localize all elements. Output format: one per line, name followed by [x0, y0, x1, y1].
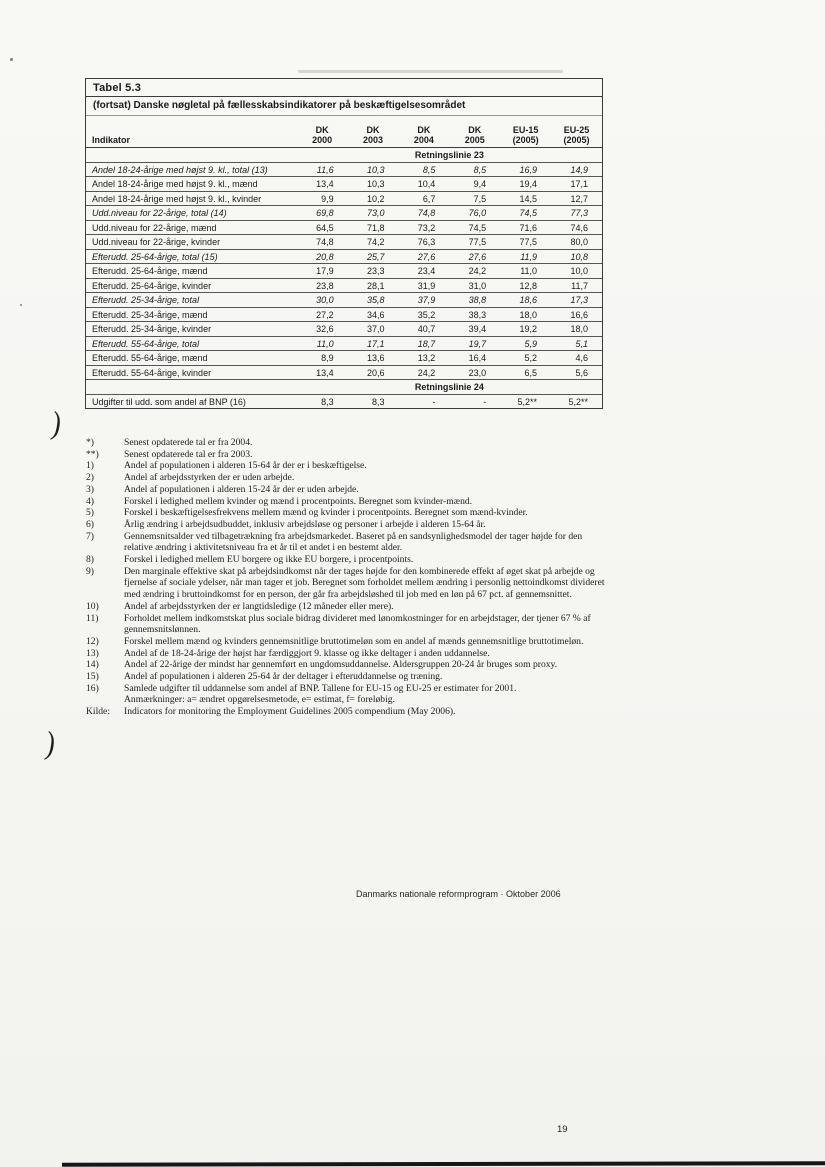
cell-value: 5,6 [551, 365, 602, 380]
column-header: EU-15 (2005) [500, 123, 551, 148]
footnote-marker: 2) [86, 472, 94, 484]
cell-value: 14,5 [500, 191, 551, 206]
footnote-text: Senest opdaterede tal er fra 2003. [124, 448, 253, 460]
column-header: DK 2004 [398, 123, 449, 148]
footnote-marker: 5) [86, 507, 94, 519]
cell-value: 6,7 [398, 191, 449, 206]
row-label: Andel 18-24-årige med højst 9. kl., kvinder [86, 191, 297, 206]
footnote [86, 671, 605, 683]
cell-value: 13,2 [398, 351, 449, 366]
footnote-text: Forskel i beskæftigelsesfrekvens mellem mænd og kvinder i procentpoints. Beregnet som mænd-kvinder. [124, 507, 528, 519]
table-row [86, 293, 602, 308]
cell-value: 17,1 [551, 177, 602, 192]
cell-value: 31,9 [398, 278, 449, 293]
footnote [86, 449, 605, 461]
footnote-text: Senest opdaterede tal er fra 2004. [124, 437, 253, 448]
footnote-text: Andel af 22-årige der mindst har gennemført en ungdomsuddannelse. Aldersgruppen 20-24 år bruges som proxy. [124, 659, 558, 671]
footnote-marker: 13) [86, 647, 99, 659]
footnote-marker: 14) [86, 659, 99, 671]
cell-value: 23,4 [398, 264, 449, 279]
column-header: DK 2005 [449, 123, 500, 148]
footnote-marker: 11) [86, 612, 99, 624]
footnote-marker: 1) [86, 460, 94, 472]
footnote [86, 531, 605, 554]
footnote-marker: 12) [86, 635, 99, 647]
table-header [86, 123, 602, 148]
cell-value: - [432, 396, 436, 407]
cell-value: 16,9 [500, 162, 551, 177]
row-label: Udd.niveau for 22-årige, total (14) [86, 206, 297, 221]
table-row [86, 394, 602, 408]
cell-value: 5,2 [500, 351, 551, 366]
row-label: Efterudd. 25-34-årige, mænd [86, 307, 297, 322]
cell-value: 5,2** [517, 396, 538, 407]
cell-value: 17,1 [348, 336, 399, 351]
cell-value: 27,6 [449, 249, 500, 264]
footnote-marker: 3) [86, 483, 94, 495]
cell-value: 74,5 [449, 220, 500, 235]
table-subtitle: (fortsat) Danske nøgletal på fællesskabsindikatorer på beskæftigelsesområdet [86, 97, 602, 116]
cell-value: 74,6 [551, 220, 602, 235]
cell-value: 8,3 [371, 396, 385, 407]
footnote-marker: 9) [86, 565, 94, 577]
table-row [86, 191, 602, 206]
cell-value: 80,0 [551, 235, 602, 250]
cell-value: 13,4 [297, 365, 348, 380]
footnote-marker: 8) [86, 554, 94, 566]
cell-value: 34,6 [348, 307, 399, 322]
cell-value: 27,2 [297, 307, 348, 322]
cell-value: 24,2 [398, 365, 449, 380]
cell-value: 71,8 [348, 220, 399, 235]
row-label: Efterudd. 25-34-årige, total [86, 293, 297, 308]
cell-value: 69,8 [297, 206, 348, 221]
section-header-spacer [86, 380, 297, 395]
cell-value: 35,2 [398, 307, 449, 322]
footnote-marker [86, 694, 124, 706]
footnote-marker: 16) [86, 682, 99, 694]
cell-value: 11,0 [297, 336, 348, 351]
cell-value: 32,6 [297, 322, 348, 337]
cell-value: 18,0 [500, 307, 551, 322]
footnote-text: Indicators for monitoring the Employment Guidelines 2005 compendium (May 2006). [124, 706, 456, 718]
table-title: Tabel 5.3 [86, 79, 602, 97]
column-header-indikator: Indikator [86, 123, 297, 148]
table-row [86, 264, 602, 279]
row-label: Efterudd. 55-64-årige, kvinder [86, 365, 297, 380]
section-label: Retningslinie 24 [297, 380, 602, 395]
cell-value: 9,9 [297, 191, 348, 206]
cell-value: 18,6 [500, 293, 551, 308]
footnote-text: Anmærkninger: a= ændret opgørelsesmetode, e= estimat, f= foreløbig. [124, 694, 395, 706]
footnote-marker: 6) [86, 518, 94, 530]
footnote-text: Andel af arbejdsstyrken der er uden arbejde. [124, 472, 295, 484]
cell-value: 12,8 [500, 278, 551, 293]
cell-value: 18,0 [551, 322, 602, 337]
cell-value: 25,7 [348, 249, 399, 264]
footnote-text: Andel af populationen i alderen 15-24 år der er uden arbejde. [124, 483, 359, 495]
document-footer-text: Danmarks nationale reformprogram · Oktober 2006 [356, 889, 561, 899]
footnote-text: Forskel i ledighed mellem kvinder og mænd i procentpoints. Beregnet som kvinder-mænd. [124, 495, 473, 507]
footnote [86, 659, 605, 671]
cell-value: 8,9 [297, 351, 348, 366]
table-row [86, 162, 602, 177]
cell-value: 73,0 [348, 206, 399, 221]
row-label: Andel 18-24-årige med højst 9. kl., total (13) [86, 162, 297, 177]
cell-value: 13,6 [348, 351, 399, 366]
footnote [86, 437, 605, 449]
cell-value: 8,5 [398, 162, 449, 177]
handwritten-paren-mark: ) [49, 404, 64, 442]
cell-value: 76,3 [398, 235, 449, 250]
row-label: Udgifter til udd. som andel af BNP (16) [92, 396, 246, 407]
footnote-text: Forskel i ledighed mellem EU borgere og ikke EU borgere, i procentpoints. [124, 554, 414, 566]
footnote-marker: 10) [86, 600, 99, 612]
cell-value: 12,7 [551, 191, 602, 206]
cell-value: 20,8 [297, 249, 348, 264]
table-row [86, 336, 602, 351]
scan-speck [20, 304, 22, 306]
row-label: Efterudd. 55-64-årige, mænd [86, 351, 297, 366]
table-row [86, 220, 602, 235]
cell-value: 13,4 [297, 177, 348, 192]
cell-value: 17,3 [551, 293, 602, 308]
footnote [86, 706, 605, 718]
cell-value: 31,0 [449, 278, 500, 293]
cell-value: - [483, 396, 487, 407]
footnote-marker: Kilde: [86, 706, 110, 718]
cell-value: 23,3 [348, 264, 399, 279]
table-header-row [86, 123, 602, 148]
section-header-row [86, 380, 602, 395]
footnote-text: Den marginale effektive skat på arbejdsindkomst når der tages højde for den kombinerede effekt af øget skat på arbejde og fjernelse af sociale ydelser, når man tager et job. Beregnet som forholdet mellem ændring i personlig nettoindkomst divideret med ændring i bruttoindkomst for en person, der går fra arbejdsløshed til job med en løn på 67 pct. af gennemsnittet. [124, 565, 605, 601]
footnote [86, 601, 605, 613]
cell-value: 23,8 [297, 278, 348, 293]
cell-value: 35,8 [348, 293, 399, 308]
cell-value: 20,6 [348, 365, 399, 380]
cell-value: 19,4 [500, 177, 551, 192]
footnote [86, 507, 605, 519]
cell-value: 4,6 [551, 351, 602, 366]
cell-value: 19,2 [500, 322, 551, 337]
column-header: DK 2000 [297, 123, 348, 148]
row-label: Efterudd. 25-64-årige, kvinder [86, 278, 297, 293]
footnotes-block [86, 437, 605, 718]
cell-value: 11,0 [500, 264, 551, 279]
row-label: Udd.niveau for 22-årige, kvinder [86, 235, 297, 250]
row-label: Andel 18-24-årige med højst 9. kl., mænd [86, 177, 297, 192]
section-label: Retningslinie 23 [297, 148, 602, 163]
table-row [86, 307, 602, 322]
cell-value: 19,7 [449, 336, 500, 351]
footnote-text: Andel af populationen i alderen 15-64 år der er i beskæftigelse. [124, 460, 367, 472]
footnote-marker: **) [86, 448, 99, 460]
cell-value: 28,1 [348, 278, 399, 293]
footnote [86, 554, 605, 566]
footnote [86, 613, 605, 636]
cell-value: 10,3 [348, 162, 399, 177]
footnote-text: Andel af arbejdsstyrken der er langtidsledige (12 måneder eller mere). [124, 600, 394, 612]
row-label: Efterudd. 25-34-årige, kvinder [86, 322, 297, 337]
page-number: 19 [557, 1124, 568, 1135]
row-label: Efterudd. 25-64-årige, mænd [86, 264, 297, 279]
footnote [86, 460, 605, 472]
table-row [86, 322, 602, 337]
footnote-marker: *) [86, 437, 94, 448]
cell-value: 77,3 [551, 206, 602, 221]
column-header: EU-25 (2005) [551, 123, 602, 148]
cell-value: 38,8 [449, 293, 500, 308]
footnote [86, 566, 605, 601]
cell-value: 10,2 [348, 191, 399, 206]
footnote [86, 496, 605, 508]
footnote-text: Andel af de 18-24-årige der højst har færdiggjort 9. klasse og ikke deltager i anden uddannelse. [124, 647, 490, 659]
section-header-row [86, 148, 602, 163]
footnote-text: Forholdet mellem indkomstskat plus sociale bidrag divideret med lønomkostninger for en arbejdstager, der tjener 67 % af gennemsnitslønnen. [124, 612, 591, 636]
cell-value: 7,5 [449, 191, 500, 206]
handwritten-paren-mark: ) [43, 724, 58, 762]
cell-value: 23,0 [449, 365, 500, 380]
cell-value: 64,5 [297, 220, 348, 235]
footnote-text: Andel af populationen i alderen 25-64 år der deltager i efteruddannelse og træning. [124, 671, 443, 683]
table-row [86, 235, 602, 250]
cell-value: 10,3 [348, 177, 399, 192]
cell-value: 39,4 [449, 322, 500, 337]
cell-value: 30,0 [297, 293, 348, 308]
footnote-marker: 15) [86, 671, 99, 683]
cell-value: 6,5 [500, 365, 551, 380]
table-5-3-box [85, 78, 603, 409]
indicators-table [86, 123, 602, 408]
cell-value: 8,3 [321, 396, 334, 407]
cell-value: 38,3 [449, 307, 500, 322]
row-label: Udd.niveau for 22-årige, mænd [86, 220, 297, 235]
cell-value: 10,8 [551, 249, 602, 264]
table-row [86, 351, 602, 366]
cell-value: 11,9 [500, 249, 551, 264]
scan-bottom-edge [62, 1161, 825, 1167]
cell-value: 11,6 [297, 162, 348, 177]
cell-value: 77,5 [449, 235, 500, 250]
column-header: DK 2003 [348, 123, 399, 148]
footnote [86, 694, 605, 706]
table-row [86, 278, 602, 293]
cell-value: 27,6 [398, 249, 449, 264]
cell-value: 5,1 [551, 336, 602, 351]
cell-value: 10,0 [551, 264, 602, 279]
scan-smudge [298, 70, 563, 73]
cell-value: 37,0 [348, 322, 399, 337]
table-row [86, 177, 602, 192]
cell-value: 77,5 [500, 235, 551, 250]
cell-value: 11,7 [551, 278, 602, 293]
cell-value: 16,6 [551, 307, 602, 322]
footnote [86, 519, 605, 531]
scan-speck [10, 58, 13, 61]
cell-value: 40,7 [398, 322, 449, 337]
cell-value: 73,2 [398, 220, 449, 235]
footnote-marker: 4) [86, 495, 94, 507]
cell-value: 10,4 [398, 177, 449, 192]
cell-value: 74,2 [348, 235, 399, 250]
table-row [86, 249, 602, 264]
footnote [86, 472, 605, 484]
cell-value: 74,5 [500, 206, 551, 221]
table-row [86, 206, 602, 221]
footnote [86, 683, 605, 695]
cell-value: 76,0 [449, 206, 500, 221]
cell-value: 5,2** [568, 396, 588, 407]
footnote-marker: 7) [86, 530, 94, 542]
table-row [86, 365, 602, 380]
cell-value: 74,8 [297, 235, 348, 250]
cell-value: 9,4 [449, 177, 500, 192]
footnote-text: Gennemsnitsalder ved tilbagetrækning fra arbejdsmarkedet. Baseret på en sandsynlighedsmodel der tager højde for den relative ændring i aktivitetsniveau fra et år til et andet i en bestemt alder. [124, 530, 583, 554]
cell-value: 17,9 [297, 264, 348, 279]
table-body [86, 148, 602, 409]
cell-value: 16,4 [449, 351, 500, 366]
row-label: Efterudd. 55-64-årige, total [86, 336, 297, 351]
cell-value: 5,9 [500, 336, 551, 351]
cell-value: 37,9 [398, 293, 449, 308]
footnote-text: Årlig ændring i arbejdsudbuddet, inklusiv arbejdsløse og personer i arbejde i alderen 15-64 år. [124, 518, 486, 530]
footnote [86, 648, 605, 660]
cell-value: 8,5 [449, 162, 500, 177]
footnote [86, 636, 605, 648]
footnote-text: Samlede udgifter til uddannelse som andel af BNP. Tallene for EU-15 og EU-25 er estimater for 2001. [124, 682, 517, 694]
footnote-text: Forskel mellem mænd og kvinders gennemsnitlige bruttotimeløn som en andel af mænds gennemsnitlige bruttotimeløn. [124, 635, 584, 647]
row-label: Efterudd. 25-64-årige, total (15) [86, 249, 297, 264]
cell-value: 71,6 [500, 220, 551, 235]
cell-value: 74,8 [398, 206, 449, 221]
section-header-spacer [86, 148, 297, 163]
cell-value: 18,7 [398, 336, 449, 351]
cell-value: 24,2 [449, 264, 500, 279]
footnote [86, 484, 605, 496]
cell-value: 14,9 [551, 162, 602, 177]
